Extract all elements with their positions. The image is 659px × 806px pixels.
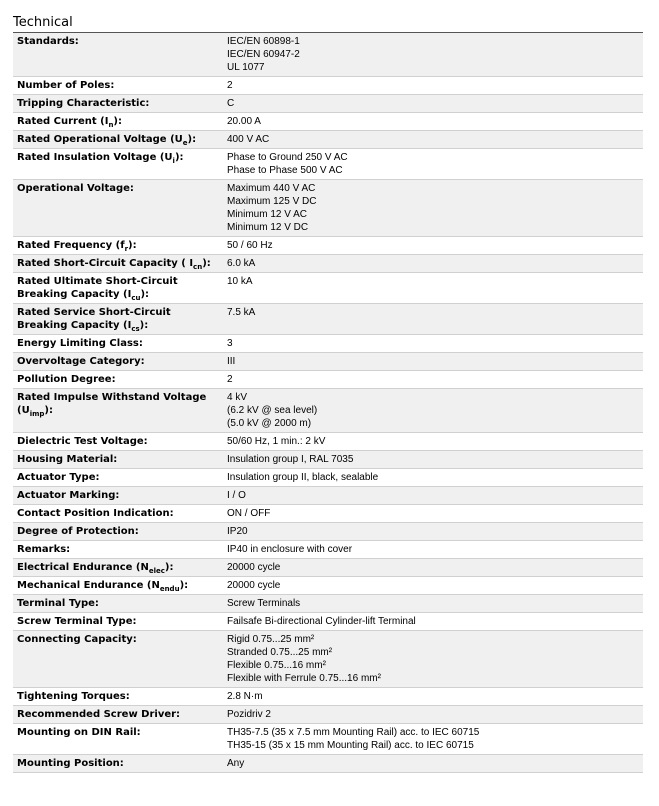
spec-value-line: III bbox=[227, 356, 236, 367]
spec-value-line: 4 kV bbox=[227, 392, 248, 403]
spec-label-text: Connecting Capacity: bbox=[17, 634, 137, 645]
spec-value-line: Stranded 0.75...25 mm² bbox=[227, 647, 333, 658]
spec-label-text: Rated Frequency (f bbox=[17, 240, 125, 251]
spec-label bbox=[13, 113, 223, 131]
spec-value bbox=[223, 505, 643, 523]
spec-label-text: Mounting Position: bbox=[17, 758, 124, 769]
spec-label-text: Standards: bbox=[17, 36, 79, 47]
spec-value-line: IP40 in enclosure with cover bbox=[227, 544, 353, 555]
spec-row bbox=[13, 304, 643, 335]
spec-label-subscript: cu bbox=[131, 294, 141, 302]
spec-row bbox=[13, 577, 643, 595]
spec-value-line: C bbox=[227, 98, 235, 109]
spec-value bbox=[223, 577, 643, 595]
spec-value bbox=[223, 255, 643, 273]
spec-row bbox=[13, 523, 643, 541]
spec-row bbox=[13, 255, 643, 273]
spec-row bbox=[13, 755, 643, 773]
spec-value bbox=[223, 273, 643, 304]
spec-label bbox=[13, 371, 223, 389]
spec-value bbox=[223, 33, 643, 77]
spec-value bbox=[223, 237, 643, 255]
spec-label bbox=[13, 469, 223, 487]
spec-label bbox=[13, 613, 223, 631]
spec-row bbox=[13, 433, 643, 451]
spec-value bbox=[223, 595, 643, 613]
spec-value bbox=[223, 451, 643, 469]
spec-label-text: Electrical Endurance (N bbox=[17, 562, 149, 573]
spec-row bbox=[13, 273, 643, 304]
spec-row bbox=[13, 77, 643, 95]
spec-value-line: 20000 cycle bbox=[227, 580, 281, 591]
spec-value-line: IP20 bbox=[227, 526, 248, 537]
spec-label-subscript: r bbox=[124, 245, 129, 253]
spec-label-text: Pollution Degree: bbox=[17, 374, 116, 385]
spec-row bbox=[13, 688, 643, 706]
spec-row bbox=[13, 505, 643, 523]
spec-value-line: Phase to Phase 500 V AC bbox=[227, 165, 343, 176]
spec-row bbox=[13, 149, 643, 180]
spec-value bbox=[223, 469, 643, 487]
spec-label bbox=[13, 755, 223, 773]
spec-label-text: Housing Material: bbox=[17, 454, 118, 465]
spec-row bbox=[13, 180, 643, 237]
spec-value-line: Flexible 0.75...16 mm² bbox=[227, 660, 326, 671]
spec-value bbox=[223, 541, 643, 559]
spec-value-line: ON / OFF bbox=[227, 508, 271, 519]
spec-label-suffix: ): bbox=[164, 562, 174, 573]
spec-value bbox=[223, 433, 643, 451]
spec-value-line: Phase to Ground 250 V AC bbox=[227, 152, 348, 163]
spec-label-subscript: cn bbox=[193, 263, 203, 271]
spec-label-text: Overvoltage Category: bbox=[17, 356, 145, 367]
spec-label-text: Screw Terminal Type: bbox=[17, 616, 137, 627]
spec-value bbox=[223, 371, 643, 389]
spec-value-line: 50/60 Hz, 1 min.: 2 kV bbox=[227, 436, 326, 447]
spec-value-line: 3 bbox=[227, 338, 233, 349]
spec-row bbox=[13, 131, 643, 149]
spec-label bbox=[13, 577, 223, 595]
spec-row bbox=[13, 451, 643, 469]
spec-value bbox=[223, 724, 643, 755]
spec-label-subscript: imp bbox=[29, 410, 45, 418]
spec-label-text: Dielectric Test Voltage: bbox=[17, 436, 148, 447]
spec-value bbox=[223, 335, 643, 353]
spec-value-line: IEC/EN 60947-2 bbox=[227, 49, 300, 60]
spec-value-line: IEC/EN 60898-1 bbox=[227, 36, 300, 47]
spec-value-line: TH35-15 (35 x 15 mm Mounting Rail) acc. to IEC 60715 bbox=[227, 740, 474, 751]
spec-label-text: Rated Impulse Withstand Voltage (U bbox=[17, 392, 207, 416]
spec-value-line: Insulation group I, RAL 7035 bbox=[227, 454, 354, 465]
spec-value-line: 400 V AC bbox=[227, 134, 270, 145]
spec-label-text: Mounting on DIN Rail: bbox=[17, 727, 141, 738]
spec-row bbox=[13, 469, 643, 487]
spec-value bbox=[223, 149, 643, 180]
spec-label bbox=[13, 353, 223, 371]
spec-label-text: Rated Insulation Voltage (U bbox=[17, 152, 173, 163]
section-heading: Technical bbox=[13, 14, 643, 33]
spec-label-text: Contact Position Indication: bbox=[17, 508, 174, 519]
spec-value-line: 10 kA bbox=[227, 276, 253, 287]
spec-label-suffix: ): bbox=[44, 405, 53, 416]
spec-value-line: 20000 cycle bbox=[227, 562, 281, 573]
spec-row bbox=[13, 335, 643, 353]
spec-value-line: Maximum 440 V AC bbox=[227, 183, 316, 194]
spec-value bbox=[223, 559, 643, 577]
spec-value bbox=[223, 389, 643, 433]
spec-label bbox=[13, 451, 223, 469]
spec-row bbox=[13, 113, 643, 131]
spec-label-suffix: ): bbox=[187, 134, 197, 145]
spec-row bbox=[13, 33, 643, 77]
spec-label-text: Energy Limiting Class: bbox=[17, 338, 143, 349]
spec-label-text: Rated Service Short-Circuit Breaking Capacity (I bbox=[17, 307, 171, 331]
spec-value bbox=[223, 688, 643, 706]
spec-label bbox=[13, 706, 223, 724]
spec-row bbox=[13, 559, 643, 577]
spec-row bbox=[13, 95, 643, 113]
spec-value bbox=[223, 95, 643, 113]
spec-value bbox=[223, 706, 643, 724]
spec-label bbox=[13, 273, 223, 304]
spec-row bbox=[13, 724, 643, 755]
spec-label bbox=[13, 95, 223, 113]
spec-value-line: Screw Terminals bbox=[227, 598, 301, 609]
spec-label bbox=[13, 33, 223, 77]
spec-value bbox=[223, 523, 643, 541]
spec-value-line: 2 bbox=[227, 80, 233, 91]
spec-value-line: Maximum 125 V DC bbox=[227, 196, 317, 207]
spec-table bbox=[13, 33, 643, 773]
spec-value-line: 20.00 A bbox=[227, 116, 261, 127]
spec-value bbox=[223, 304, 643, 335]
spec-label bbox=[13, 335, 223, 353]
spec-value bbox=[223, 77, 643, 95]
spec-label-text: Actuator Marking: bbox=[17, 490, 120, 501]
spec-value-line: 7.5 kA bbox=[227, 307, 256, 318]
spec-label bbox=[13, 523, 223, 541]
spec-value bbox=[223, 613, 643, 631]
spec-label-suffix: ): bbox=[174, 152, 184, 163]
spec-value-line: 6.0 kA bbox=[227, 258, 256, 269]
spec-row bbox=[13, 487, 643, 505]
spec-value-line: 2 bbox=[227, 374, 233, 385]
spec-value bbox=[223, 131, 643, 149]
spec-label bbox=[13, 595, 223, 613]
spec-value-line: (5.0 kV @ 2000 m) bbox=[227, 418, 312, 429]
spec-value bbox=[223, 180, 643, 237]
spec-label-text: Recommended Screw Driver: bbox=[17, 709, 181, 720]
spec-label-text: Operational Voltage: bbox=[17, 183, 134, 194]
spec-label-text: Tripping Characteristic: bbox=[17, 98, 150, 109]
spec-row bbox=[13, 237, 643, 255]
spec-label-suffix: ): bbox=[113, 116, 122, 127]
spec-label-suffix: ): bbox=[202, 258, 211, 269]
spec-label-text: Tightening Torques: bbox=[17, 691, 130, 702]
spec-row bbox=[13, 371, 643, 389]
spec-value bbox=[223, 353, 643, 371]
spec-label-text: Rated Ultimate Short-Circuit Breaking Capacity (I bbox=[17, 276, 178, 300]
spec-label-text: Number of Poles: bbox=[17, 80, 115, 91]
spec-label bbox=[13, 180, 223, 237]
spec-label-text: Terminal Type: bbox=[17, 598, 99, 609]
spec-value-line: UL 1077 bbox=[227, 62, 265, 73]
spec-value bbox=[223, 631, 643, 688]
spec-value-line: Pozidriv 2 bbox=[227, 709, 271, 720]
spec-label-suffix: ): bbox=[139, 320, 149, 331]
spec-value bbox=[223, 487, 643, 505]
spec-label-text: Rated Current (I bbox=[17, 116, 109, 127]
spec-value-line: Flexible with Ferrule 0.75...16 mm² bbox=[227, 673, 381, 684]
spec-label-subscript: e bbox=[182, 139, 188, 147]
spec-label-text: Mechanical Endurance (N bbox=[17, 580, 160, 591]
spec-value-line: Insulation group II, black, sealable bbox=[227, 472, 379, 483]
spec-row bbox=[13, 541, 643, 559]
spec-value-line: Any bbox=[227, 758, 245, 769]
spec-label-text: Rated Short-Circuit Capacity ( I bbox=[17, 258, 194, 269]
spec-label bbox=[13, 688, 223, 706]
spec-value-line: TH35-7.5 (35 x 7.5 mm Mounting Rail) acc. to IEC 60715 bbox=[227, 727, 480, 738]
spec-value-line: (6.2 kV @ sea level) bbox=[227, 405, 318, 416]
spec-label bbox=[13, 505, 223, 523]
spec-value-line: Failsafe Bi-directional Cylinder-lift Terminal bbox=[227, 616, 416, 627]
spec-label-text: Rated Operational Voltage (U bbox=[17, 134, 183, 145]
spec-value-line: 50 / 60 Hz bbox=[227, 240, 273, 251]
spec-label bbox=[13, 149, 223, 180]
spec-label-subscript: elec bbox=[148, 567, 165, 575]
spec-row bbox=[13, 631, 643, 688]
spec-table-body bbox=[13, 33, 643, 773]
spec-value-line: I / O bbox=[227, 490, 246, 501]
spec-value bbox=[223, 113, 643, 131]
spec-value bbox=[223, 755, 643, 773]
spec-label bbox=[13, 77, 223, 95]
spec-label-text: Degree of Protection: bbox=[17, 526, 139, 537]
spec-label bbox=[13, 237, 223, 255]
spec-label-suffix: ): bbox=[128, 240, 137, 251]
spec-label bbox=[13, 541, 223, 559]
spec-label bbox=[13, 559, 223, 577]
spec-label bbox=[13, 304, 223, 335]
spec-label bbox=[13, 131, 223, 149]
spec-value-line: Rigid 0.75...25 mm² bbox=[227, 634, 315, 645]
spec-label-suffix: ): bbox=[140, 289, 150, 300]
spec-value-line: Minimum 12 V DC bbox=[227, 222, 309, 233]
spec-label-subscript: n bbox=[108, 121, 114, 129]
spec-label bbox=[13, 631, 223, 688]
spec-label bbox=[13, 487, 223, 505]
spec-value-line: 2.8 N·m bbox=[227, 691, 263, 702]
spec-label bbox=[13, 389, 223, 433]
spec-label-suffix: ): bbox=[179, 580, 189, 591]
spec-label-text: Remarks: bbox=[17, 544, 71, 555]
spec-label-text: Actuator Type: bbox=[17, 472, 100, 483]
spec-label bbox=[13, 433, 223, 451]
spec-label-subscript: endu bbox=[159, 585, 180, 593]
spec-label bbox=[13, 724, 223, 755]
spec-label-subscript: i bbox=[172, 157, 175, 165]
spec-row bbox=[13, 706, 643, 724]
spec-row bbox=[13, 389, 643, 433]
spec-label bbox=[13, 255, 223, 273]
spec-row bbox=[13, 353, 643, 371]
spec-row bbox=[13, 595, 643, 613]
spec-label-subscript: cs bbox=[131, 325, 140, 333]
spec-row bbox=[13, 613, 643, 631]
spec-value-line: Minimum 12 V AC bbox=[227, 209, 308, 220]
